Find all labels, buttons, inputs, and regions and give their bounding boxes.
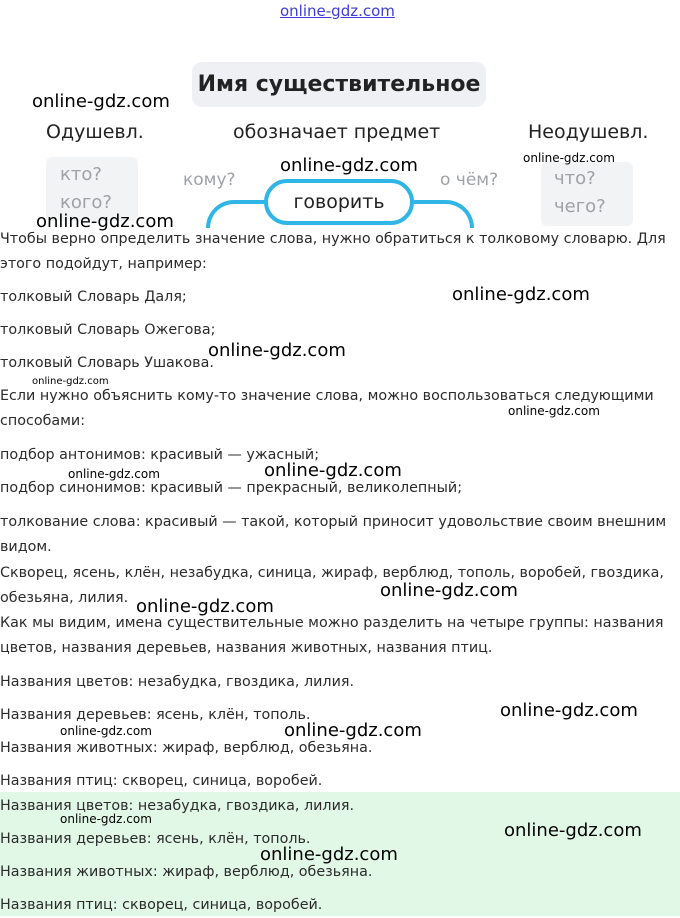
watermark: online-gdz.com xyxy=(208,340,346,361)
paragraph-line: Скворец, ясень, клён, незабудка, синица, жираф, верблюд, тополь, воробей, гвоздика, xyxy=(0,565,664,581)
watermark: online-gdz.com xyxy=(452,284,590,305)
answer-line: Названия деревьев: ясень, клён, тополь. xyxy=(0,831,311,847)
list-item: толковый Словарь Ожегова; xyxy=(0,322,216,338)
list-item: толкование слова: красивый — такой, который приносит удовольствие своим внешним xyxy=(0,514,667,530)
watermark: online-gdz.com xyxy=(36,211,174,232)
watermark: online-gdz.com xyxy=(508,404,600,418)
paragraph-line: Чтобы верно определить значение слова, нужно обратиться к толковому словарю. Для xyxy=(0,231,666,247)
watermark: online-gdz.com xyxy=(136,596,274,617)
paragraph-line: способами: xyxy=(0,413,86,429)
paragraph-line: этого подойдут, например: xyxy=(0,256,207,272)
inanimate-label: Неодушевл. xyxy=(528,121,649,143)
left-connector-arc xyxy=(206,200,266,228)
paragraph-line: цветов, названия деревьев, названия животных, названия птиц. xyxy=(0,640,493,656)
paragraph-line: Как мы видим, имена существительные можно разделить на четыре группы: названия xyxy=(0,615,664,631)
animate-question-2: кого? xyxy=(60,192,112,213)
watermark: online-gdz.com xyxy=(32,376,109,387)
answer-line: Названия животных: жираф, верблюд, обезьяна. xyxy=(0,864,373,880)
watermark: online-gdz.com xyxy=(504,820,642,841)
watermark: online-gdz.com xyxy=(380,580,518,601)
watermark: online-gdz.com xyxy=(260,844,398,865)
watermark: online-gdz.com xyxy=(32,91,170,112)
watermark: online-gdz.com xyxy=(60,724,152,738)
paragraph-line: Если нужно объяснить кому-то значение слова, можно воспользоваться следующими xyxy=(0,388,654,404)
list-item: толковый Словарь Даля; xyxy=(0,289,187,305)
watermark: online-gdz.com xyxy=(523,151,615,165)
left-question: кому? xyxy=(183,170,236,190)
site-link[interactable]: online-gdz.com xyxy=(280,2,395,20)
inanimate-question-2: чего? xyxy=(554,196,606,217)
diagram-title: Имя существительное xyxy=(192,62,486,107)
paragraph-line: Названия животных: жираф, верблюд, обезьяна. xyxy=(0,740,373,756)
watermark: online-gdz.com xyxy=(264,460,402,481)
center-label: обозначает предмет xyxy=(233,121,441,143)
right-question: о чём? xyxy=(440,170,499,190)
paragraph-line: Названия цветов: незабудка, гвоздика, лилия. xyxy=(0,674,355,690)
watermark: online-gdz.com xyxy=(284,720,422,741)
animate-label: Одушевл. xyxy=(46,121,144,143)
verb-pill: говорить xyxy=(264,179,414,225)
right-connector-arc xyxy=(414,200,474,228)
list-item: видом. xyxy=(0,539,52,555)
watermark: online-gdz.com xyxy=(280,155,418,176)
list-item: подбор антонимов: красивый — ужасный; xyxy=(0,447,320,463)
answer-line: Названия цветов: незабудка, гвоздика, лилия. xyxy=(0,798,355,814)
watermark: online-gdz.com xyxy=(500,700,638,721)
paragraph-line: Названия деревьев: ясень, клён, тополь. xyxy=(0,707,311,723)
paragraph-line: Названия птиц: скворец, синица, воробей. xyxy=(0,773,323,789)
animate-question-1: кто? xyxy=(60,164,102,185)
list-item: толковый Словарь Ушакова. xyxy=(0,355,214,371)
watermark: online-gdz.com xyxy=(68,467,160,481)
answer-line: Названия птиц: скворец, синица, воробей. xyxy=(0,897,323,913)
list-item: подбор синонимов: красивый — прекрасный, великолепный; xyxy=(0,480,463,496)
paragraph-line: обезьяна, лилия. xyxy=(0,590,129,606)
inanimate-question-1: что? xyxy=(554,168,596,189)
watermark: online-gdz.com xyxy=(60,812,152,826)
